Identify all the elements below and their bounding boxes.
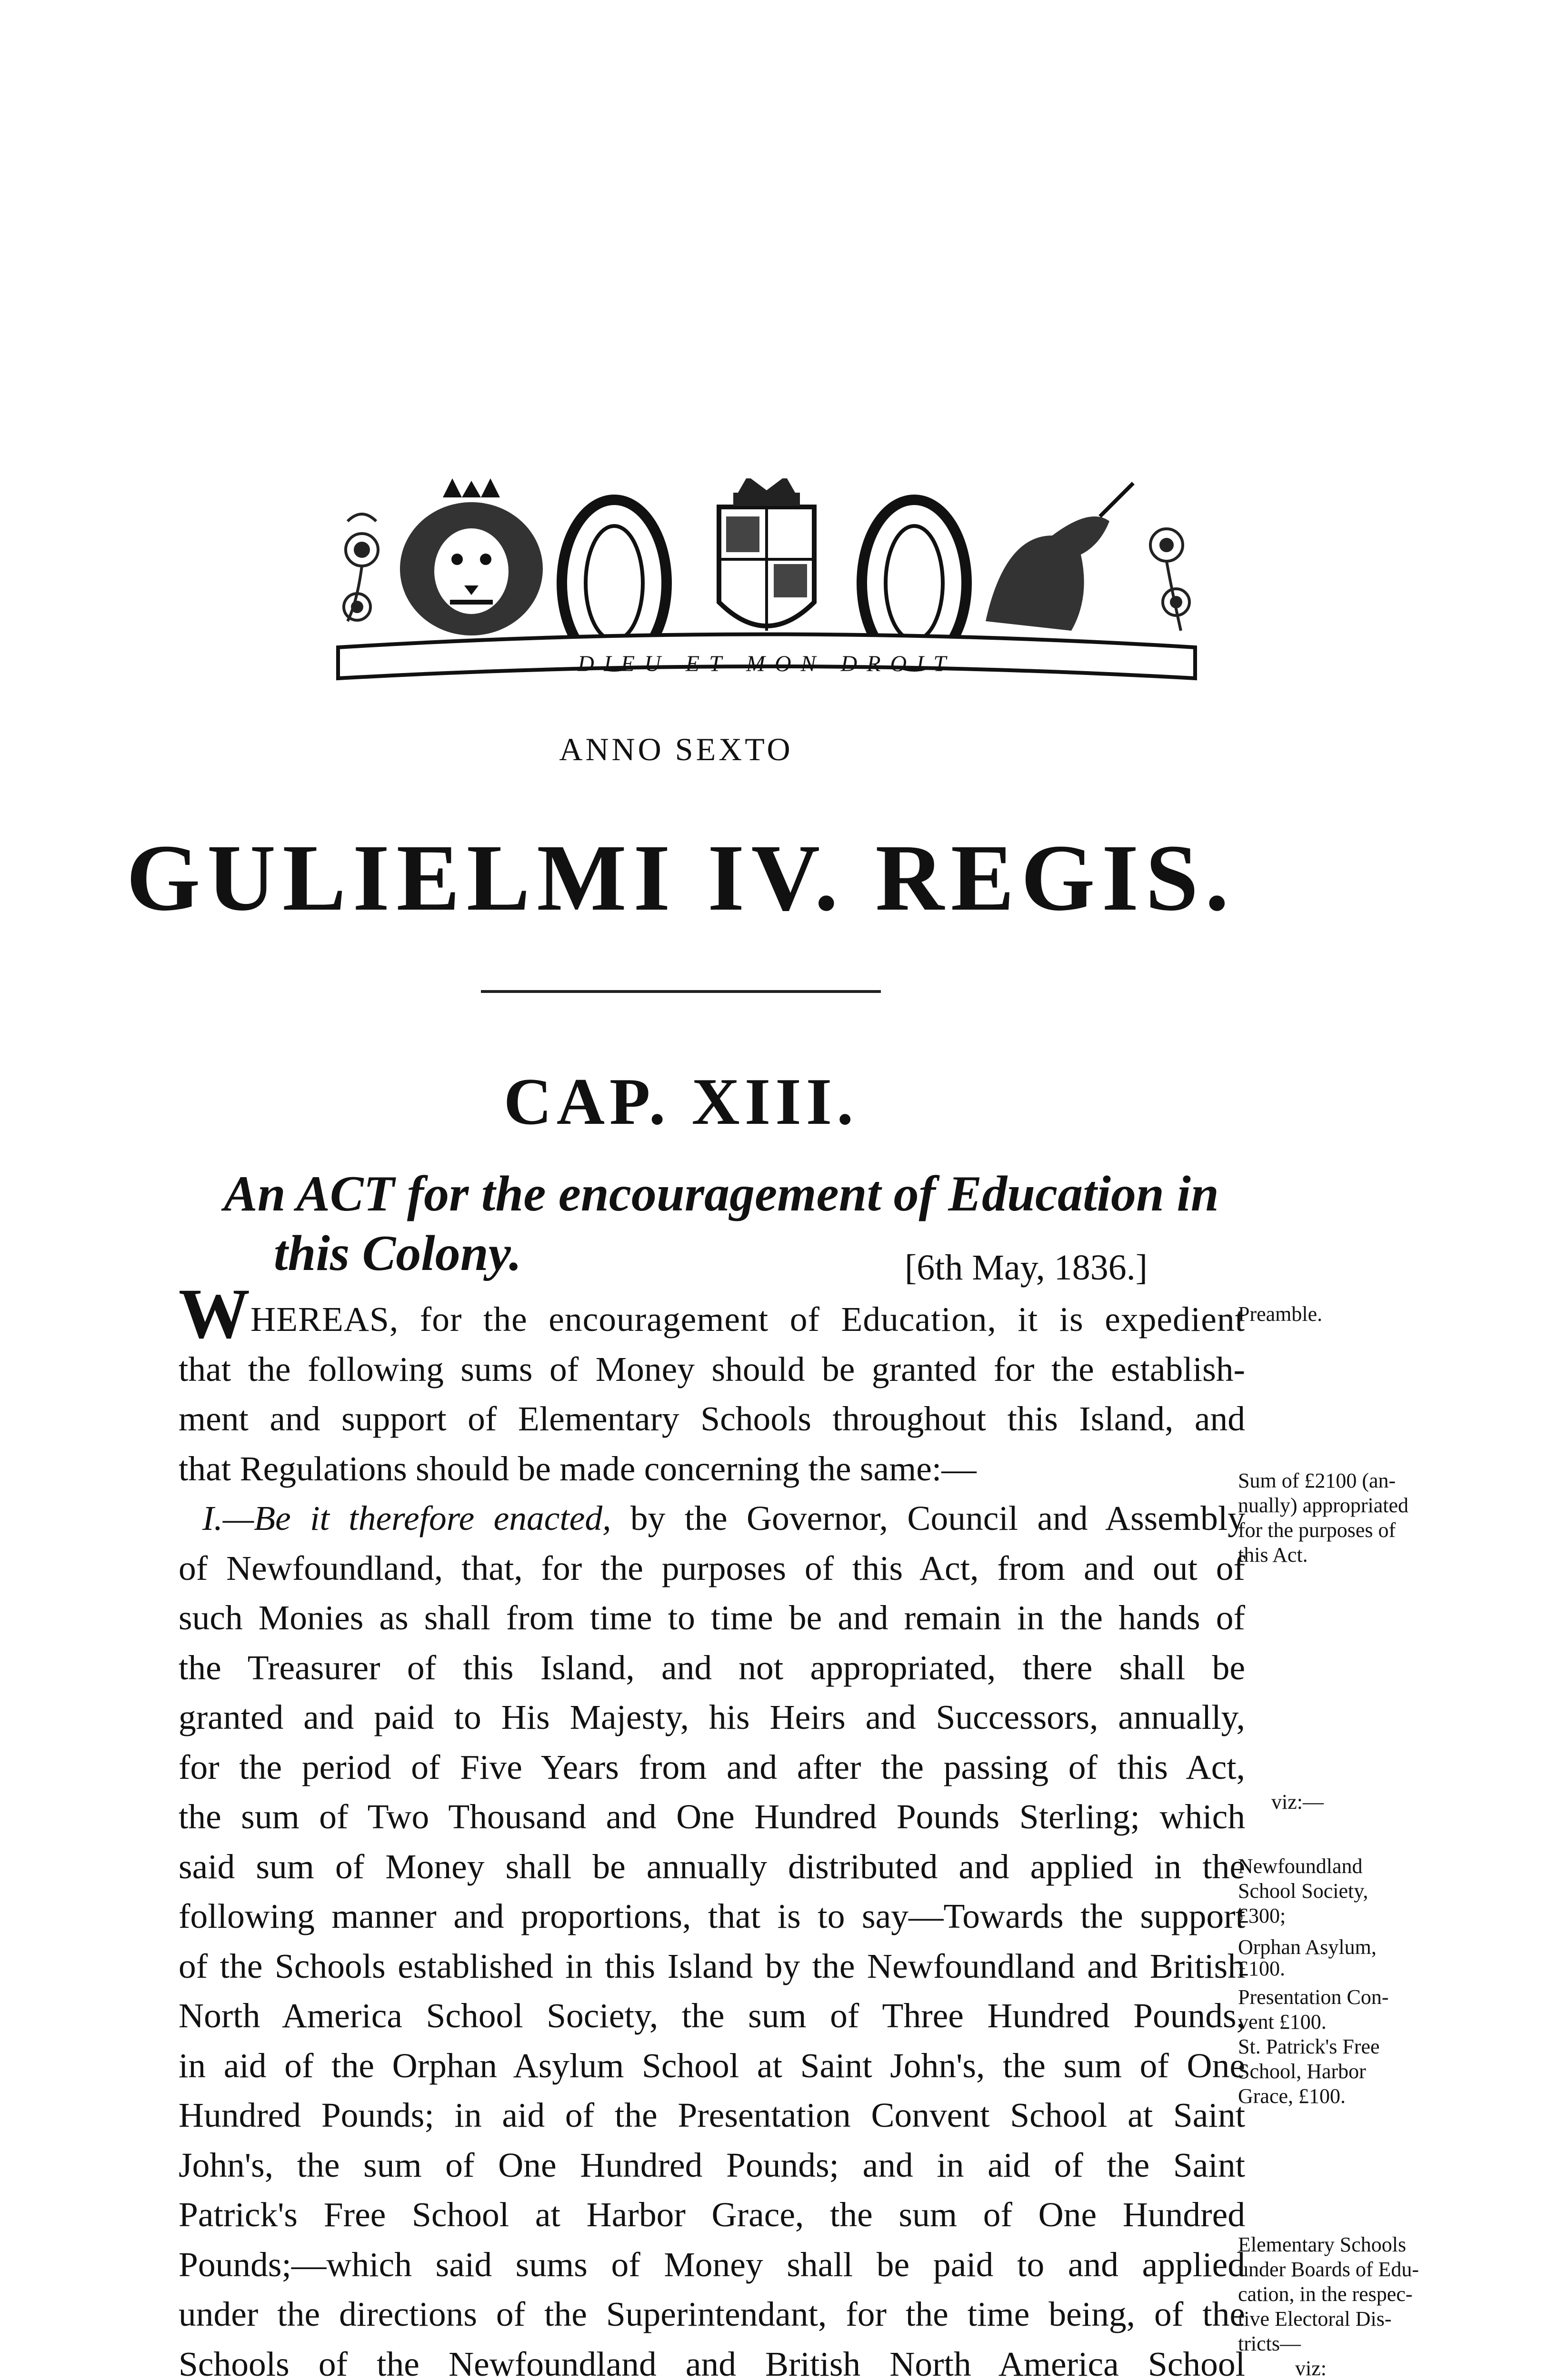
- margin-note: cation, in the respec-: [1238, 2282, 1413, 2306]
- body-line: the Treasurer of this Island, and not appropriated, there shall be: [179, 1648, 1245, 1687]
- margin-note: this Act.: [1238, 1543, 1308, 1567]
- margin-note: Grace, £100.: [1238, 2084, 1346, 2108]
- margin-note: Elementary Schools: [1238, 2233, 1407, 2256]
- divider-rule: [481, 990, 881, 993]
- margin-note-preamble: Preamble.: [1238, 1302, 1323, 1326]
- act-title-line-1: An ACT for the encouragement of Education in: [224, 1166, 1219, 1221]
- act-body-text: [179, 1274, 1245, 2380]
- body-line: that the following sums of Money should be granted for the establish-: [179, 1349, 1245, 1388]
- act-date: [6th May, 1836.]: [905, 1248, 1148, 1288]
- body-line: WHEREAS, for the encouragement of Education, it is expedient: [179, 1274, 1245, 1353]
- margin-note: School, Harbor: [1238, 2060, 1366, 2083]
- margin-note: for the purposes of: [1238, 1518, 1396, 1542]
- margin-note: St. Patrick's Free: [1238, 2035, 1380, 2058]
- body-line: North America School Society, the sum of Three Hundred Pounds,: [179, 1996, 1245, 2035]
- royal-coat-of-arms: [329, 478, 1205, 688]
- margin-note: £100.: [1238, 1957, 1285, 1980]
- margin-note: vent £100.: [1238, 2010, 1327, 2033]
- body-line: of Newfoundland, that, for the purposes of this Act, from and out of: [179, 1548, 1245, 1587]
- body-line: ment and support of Elementary Schools throughout this Island, and: [179, 1399, 1245, 1438]
- margin-note: tive Electoral Dis-: [1238, 2307, 1392, 2330]
- body-line: Patrick's Free School at Harbor Grace, the sum of One Hundred: [179, 2195, 1245, 2234]
- body-line: for the period of Five Years from and after the passing of this Act,: [179, 1747, 1245, 1786]
- body-line: under the directions of the Superintendant, for the time being, of the: [179, 2295, 1245, 2333]
- margin-note: Newfoundland: [1238, 1854, 1363, 1878]
- regnal-heading: GULIELMI IV. REGIS.: [126, 825, 1236, 931]
- margin-note: Orphan Asylum,: [1238, 1935, 1377, 1959]
- margin-note: Presentation Con-: [1238, 1985, 1389, 2009]
- margin-note: School Society,: [1238, 1879, 1368, 1903]
- anno-heading: ANNO SEXTO: [559, 731, 793, 767]
- margin-note: viz:—: [1271, 1790, 1324, 1814]
- body-line: I.—Be it therefore enacted, by the Governor, Council and Assembly: [202, 1499, 1245, 1537]
- margin-note: nually) appropriated: [1238, 1494, 1408, 1517]
- margin-note: under Boards of Edu-: [1238, 2258, 1419, 2281]
- body-line: following manner and proportions, that is to say—Towards the support: [179, 1897, 1245, 1935]
- crest-motto: DIEU ET MON DROIT: [578, 651, 956, 676]
- body-line: Schools of the Newfoundland and British North America School: [179, 2344, 1245, 2380]
- body-line: of the Schools established in this Island by the Newfoundland and British: [179, 1946, 1245, 1985]
- margin-note: Sum of £2100 (an-: [1238, 1469, 1396, 1492]
- margin-note: £300;: [1238, 1904, 1286, 1927]
- act-title-line-2: this Colony.: [274, 1225, 522, 1281]
- body-line: the sum of Two Thousand and One Hundred Pounds Sterling; which: [179, 1797, 1245, 1836]
- body-line: said sum of Money shall be annually distributed and applied in the: [179, 1847, 1245, 1886]
- margin-note: tricts—: [1238, 2332, 1301, 2355]
- body-line: such Monies as shall from time to time be and remain in the hands of: [179, 1598, 1245, 1637]
- body-line: Pounds;—which said sums of Money shall be paid to and applied: [179, 2245, 1245, 2284]
- enacting-clause: I.—Be it therefore enacted,: [202, 1499, 611, 1537]
- body-line: Hundred Pounds; in aid of the Presentation Convent School at Saint: [179, 2096, 1245, 2134]
- body-line: granted and paid to His Majesty, his Heirs and Successors, annually,: [179, 1698, 1245, 1736]
- chapter-heading: CAP. XIII.: [503, 1065, 858, 1139]
- body-line: in aid of the Orphan Asylum School at Saint John's, the sum of One: [179, 2046, 1245, 2085]
- drop-cap: W: [179, 1274, 250, 1353]
- body-line: John's, the sum of One Hundred Pounds; and in aid of the Saint: [179, 2145, 1245, 2184]
- body-line: that Regulations should be made concerning the same:—: [179, 1449, 977, 1488]
- margin-note: viz:: [1295, 2357, 1327, 2380]
